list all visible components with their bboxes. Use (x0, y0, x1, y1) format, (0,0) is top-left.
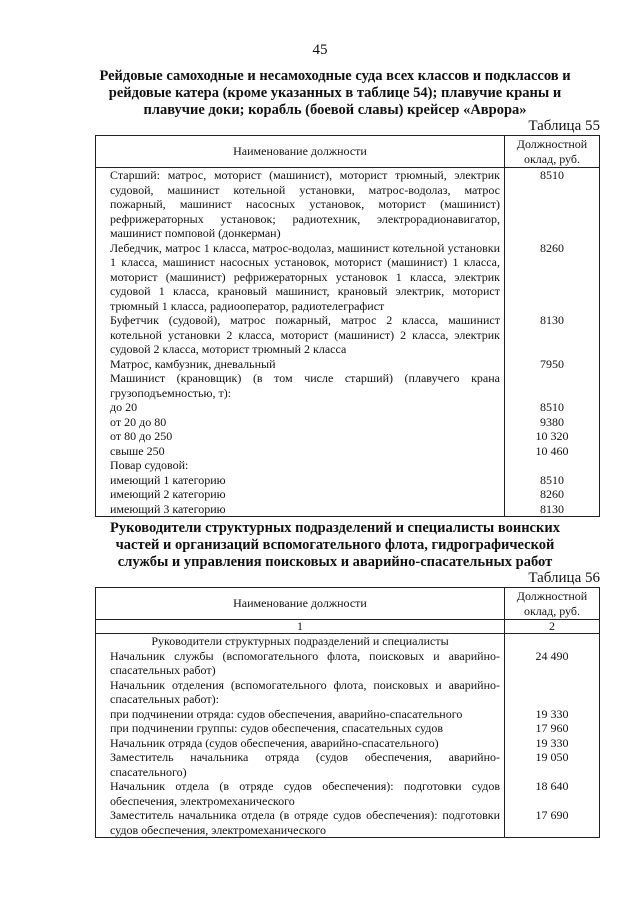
table-row (96, 168, 600, 241)
table-row (96, 750, 600, 779)
column-number-row (96, 620, 600, 634)
salary-value: 10 320 (505, 429, 600, 444)
salary-value (505, 371, 600, 400)
position-name: Заместитель начальника отдела (в отряде судов обеспечения): подготовки судов обеспечения, электромеханического (96, 808, 505, 838)
position-name: Начальник отделения (вспомогательного флота, поисковых и аварийно-спасательных работ): (96, 678, 505, 707)
position-name: Начальник службы (вспомогательного флота, поисковых и аварийно-спасательных работ) (96, 649, 505, 678)
table-row (96, 487, 600, 502)
position-name: Повар судовой: (96, 458, 505, 473)
position-name: Машинист (крановщик) (в том числе старший) (плавучего крана грузоподъемностью, т): (96, 371, 505, 400)
salary-value: 18 640 (505, 779, 600, 808)
salary-value: 8260 (505, 241, 600, 314)
table-row (96, 400, 600, 415)
position-name: Буфетчик (судовой), матрос пожарный, матрос 2 класса, машинист котельной установки 2 класса, моторист (машинист) 2 класса, электрик судовой 2 класса, моторист трюмный 2 класса (96, 313, 505, 357)
table-row (96, 678, 600, 707)
position-name: при подчинении группы: судов обеспечения, спасательных судов (96, 721, 505, 736)
column-header-name: Наименование должности (96, 136, 505, 168)
column-header-salary: Должностной оклад, руб. (505, 588, 600, 620)
position-name: Матрос, камбузник, дневальный (96, 357, 505, 372)
position-name: свыше 250 (96, 444, 505, 459)
table-55-caption: Таблица 55 (528, 118, 600, 134)
table-row (96, 649, 600, 678)
position-name: имеющий 3 категорию (96, 502, 505, 517)
salary-value: 8510 (505, 473, 600, 488)
salary-value (505, 678, 600, 707)
column-number: 2 (505, 620, 600, 634)
position-name: Начальник отряда (судов обеспечения, аварийно-спасательного) (96, 736, 505, 751)
position-name: Начальник отдела (в отряде судов обеспечения): подготовки судов обеспечения, электромеханического (96, 779, 505, 808)
salary-value (505, 458, 600, 473)
table-row (96, 415, 600, 430)
position-name: от 80 до 250 (96, 429, 505, 444)
position-name: Заместитель начальника отряда (судов обеспечения, аварийно-спасательного) (96, 750, 505, 779)
column-header-name: Наименование должности (96, 588, 505, 620)
position-name: при подчинении отряда: судов обеспечения, аварийно-спасательного (96, 707, 505, 722)
table-56-heading: Руководители структурных подразделений и специалисты воинских частей и организаций вспомогательного флота, гидрографической службы и управления поисковых и аварийно-спасательных работ (110, 520, 560, 570)
position-name: от 20 до 80 (96, 415, 505, 430)
salary-value: 17 960 (505, 721, 600, 736)
section-row (96, 634, 600, 649)
column-header-salary: Должностной оклад, руб. (505, 136, 600, 168)
salary-value: 24 490 (505, 649, 600, 678)
table-row (96, 357, 600, 372)
salary-value: 8130 (505, 502, 600, 517)
table-56-caption: Таблица 56 (528, 570, 600, 586)
table-row (96, 313, 600, 357)
table-row (96, 707, 600, 722)
table-56 (95, 587, 600, 838)
salary-value: 19 330 (505, 736, 600, 751)
salary-value: 8130 (505, 313, 600, 357)
table-row (96, 779, 600, 808)
position-name: Лебедчик, матрос 1 класса, матрос-водолаз, машинист котельной установки 1 класса, машинист насосных установок, моторист (машинист) 1 класса, моторист (машинист) рефрижераторных установок 1 класса, электрик судовой 1 класса, крановый машинист, крановый электрик, моторист трюмный 1 класса, радиооператор, радиотелеграфист (96, 241, 505, 314)
salary-value: 10 460 (505, 444, 600, 459)
table-row (96, 736, 600, 751)
table-row (96, 473, 600, 488)
salary-value: 8260 (505, 487, 600, 502)
table-row (96, 444, 600, 459)
table-row (96, 458, 600, 473)
position-name: имеющий 2 категорию (96, 487, 505, 502)
section-title: Руководители структурных подразделений и специалисты (96, 634, 505, 649)
table-55 (95, 135, 600, 517)
position-name: имеющий 1 категорию (96, 473, 505, 488)
salary-value: 7950 (505, 357, 600, 372)
table-row (96, 241, 600, 314)
table-row (96, 502, 600, 517)
table-55-heading: Рейдовые самоходные и несамоходные суда всех классов и подклассов и рейдовые катера (кроме указанных в таблице 54); плавучие краны и плавучие доки; корабль (боевой славы) крейсер «Аврора» (99, 68, 571, 118)
position-name: Старший: матрос, моторист (машинист), моторист трюмный, электрик судовой, машинист котельной установки, матрос-водолаз, матрос пожарный, машинист насосных установок, моторист (машинист) рефрижераторных установок; радиотехник, электрорадионавигатор, машинист помповой (донкерман) (96, 168, 505, 241)
salary-value: 17 690 (505, 808, 600, 838)
position-name: до 20 (96, 400, 505, 415)
table-row (96, 808, 600, 838)
salary-value: 8510 (505, 400, 600, 415)
salary-value: 19 330 (505, 707, 600, 722)
column-number: 1 (96, 620, 505, 634)
table-row (96, 429, 600, 444)
salary-value: 9380 (505, 415, 600, 430)
table-row (96, 371, 600, 400)
table-row (96, 721, 600, 736)
salary-value: 8510 (505, 168, 600, 241)
salary-value: 19 050 (505, 750, 600, 779)
page-number: 45 (312, 42, 328, 58)
